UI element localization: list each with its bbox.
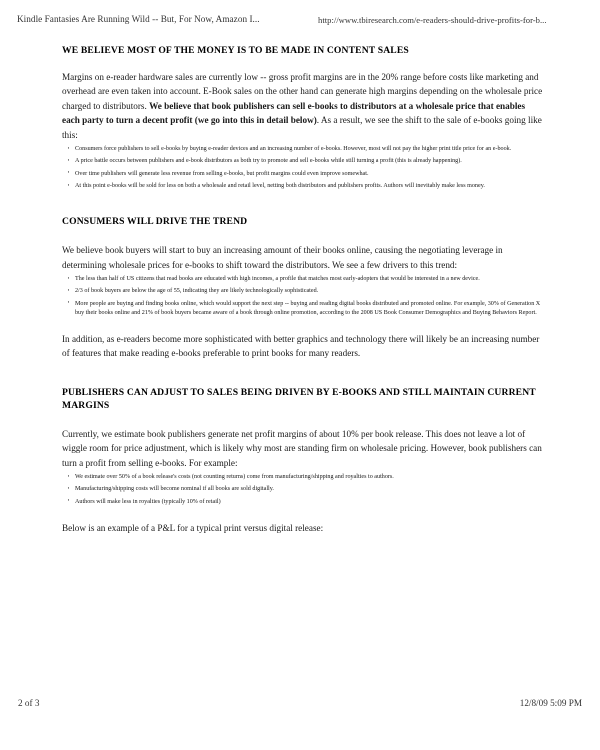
spacer (62, 412, 544, 427)
spacer (62, 361, 544, 386)
print-footer-timestamp: 12/8/09 5:09 PM (519, 698, 582, 708)
print-header (0, 14, 600, 30)
paragraph-publishers-margins-closing: Below is an example of a P&L for a typical print versus digital release: (62, 522, 324, 533)
print-footer (0, 698, 600, 712)
list-item: · At this point e-books will be sold for less on both a wholesale and retail level, netting both distributors and publishers profits. Authors will inevitably make less money. (62, 182, 544, 191)
spacer (62, 194, 544, 215)
list-item: · More people are buying and finding books online, which would support the next step -- buying and reading digital books distributed and promoted online. For example, 30% of Generation X buy their books online and 21% of book buyers became aware of a book through online promotion, according to the 2008 US Book Consumer Demographics and Buying Behaviors Report. (62, 300, 544, 318)
list-item: · A price battle occurs between publishers and e-book distributors as both try to promote and sell e-books while still turning a profit (this is already happening). (62, 157, 544, 166)
paragraph-content-sales (62, 70, 544, 142)
spacer (62, 321, 544, 332)
document-content (62, 44, 544, 535)
print-header-document-title: Kindle Fantasies Are Running Wild -- But, For Now, Amazon I... (17, 14, 260, 24)
paragraph-publishers-margins: Currently, we estimate book publishers generate net profit margins of about 10% per book release. This does not leave a lot of wiggle room for price adjustment, which is likely why most are standing firm on wholesale pricing. However, book publishers can turn a profit from selling e-books. For example: (62, 428, 542, 468)
print-header-url: http://www.tbiresearch.com/e-readers-should-drive-profits-for-b... (318, 15, 547, 25)
section-heading-consumers-trend: CONSUMERS WILL DRIVE THE TREND (62, 216, 248, 228)
bullet-list-publishers-margins (62, 473, 544, 507)
list-item: · Manufacturing/shipping costs will become nominal if all books are sold digitally. (62, 485, 544, 494)
spacer (62, 228, 544, 243)
paragraph-tail-text: . As a result, we see the shift to the sale of e-books going like this: (62, 115, 542, 140)
section-heading-publishers-margins: PUBLISHERS CAN ADJUST TO SALES BEING DRIVEN BY E-BOOKS AND STILL MAINTAIN CURRENT MARGINS (62, 386, 536, 411)
paragraph-consumers-trend: We believe book buyers will start to buy an increasing amount of their books online, causing the negotiating leverage in determining wholesale prices for e-books to shift toward the distributors. We see a few drivers to this trend: (62, 245, 503, 270)
bullet-list-content-sales (62, 145, 544, 191)
list-item: · Authors will make less in royalties (typically 10% of retail) (62, 498, 544, 507)
section-heading-content-sales: WE BELIEVE MOST OF THE MONEY IS TO BE MADE IN CONTENT SALES (62, 45, 409, 56)
list-item: · 2/3 of book buyers are below the age of 55, indicating they are likely technologically sophisticated. (62, 287, 544, 296)
list-item: · Consumers force publishers to sell e-books by buying e-reader devices and an increasing number of e-books. However, most will not pay the higher print title price for an e-book. (62, 145, 544, 154)
bullet-list-consumers-trend (62, 275, 544, 318)
list-item: · Over time publishers will generate less revenue from selling e-books, but profit margins could even improve somewhat. (62, 170, 544, 179)
list-item: · We estimate over 50% of a book release's costs (not counting returns) come from manufacturing/shipping and royalties to authors. (62, 473, 544, 482)
spacer (62, 57, 544, 70)
spacer (62, 510, 544, 521)
paragraph-lead-text: Margins on e-reader hardware sales are currently low -- gross profit margins are in the 20% range before costs like marketing and overhead are even taken into account. E-Book sales on the other hand can generate high margins depending on the wholesale price charged to distributors. (62, 72, 543, 111)
paragraph-bold-text: We believe that book publishers can sell e-books to distributors at a wholesale price that enables each party to turn a decent profit (we go into this in detail below) (62, 100, 526, 126)
print-footer-page-indicator: 2 of 3 (18, 698, 40, 708)
document-page (0, 44, 600, 535)
list-item: · The less than half of US citizens that read books are educated with high incomes, a profile that matches most early-adopters that would be interested in a new device. (62, 275, 544, 284)
paragraph-consumers-trend-closing: In addition, as e-readers become more sophisticated with better graphics and technology there will likely be an increasing number of features that make reading e-books preferable to print books for many readers. (62, 333, 540, 359)
